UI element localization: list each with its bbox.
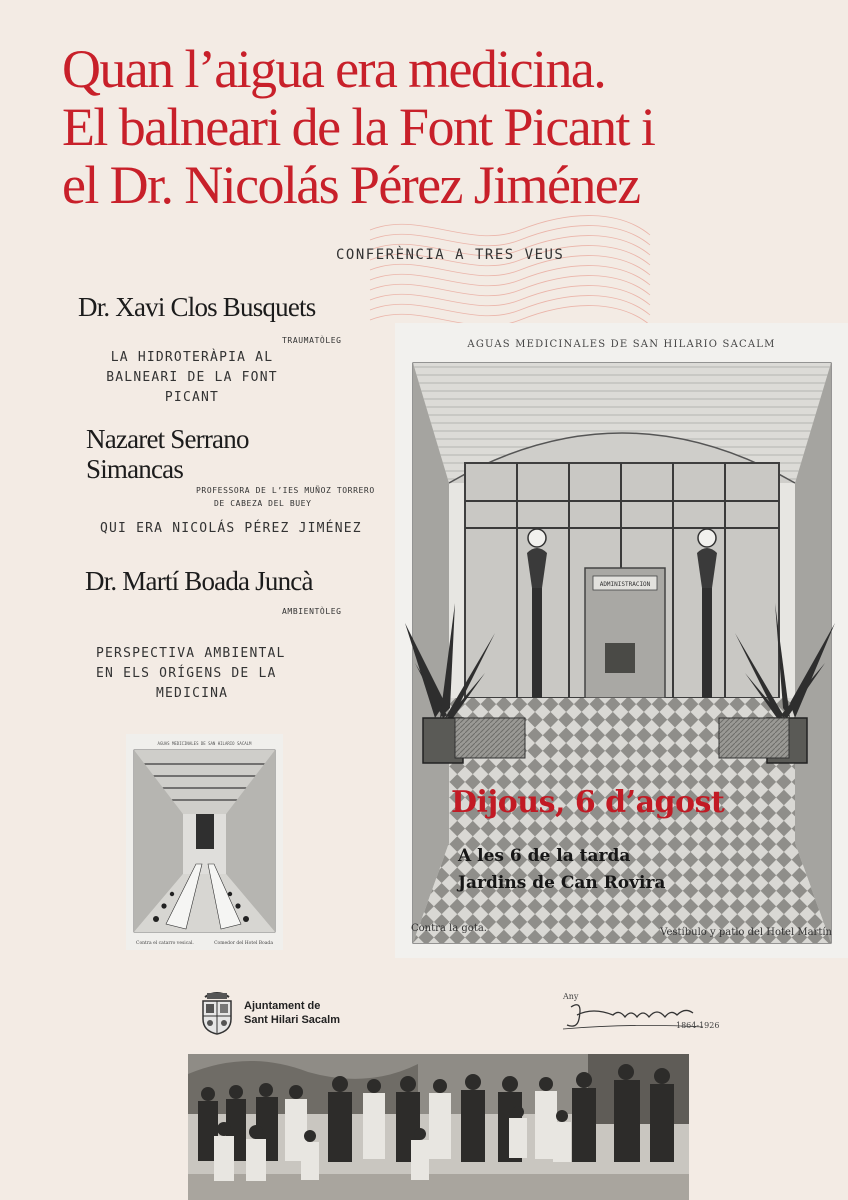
group-photograph [188,1054,689,1200]
speaker-2-role-line-1: PROFESSORA DE L’IES MUÑOZ TORRERO [196,486,375,495]
signature-prefix: Any [563,992,579,1001]
dining-room-header: AGUAS MEDICINALES DE SAN HILARIO SACALM [157,741,252,746]
town-crest-icon [197,989,237,1035]
speaker-1-topic [92,348,292,408]
page-title [62,40,822,214]
dining-room-engraving [126,734,283,950]
speaker-1-topic-line-2: BALNEARI DE LA FONT [106,370,278,385]
signature-years: 1864-1926 [676,1021,720,1030]
speaker-1-topic-line-1: LA HIDROTERÀPIA AL [110,350,274,365]
speaker-3-role: AMBIENTÒLEG [282,607,342,616]
ajuntament-logo-text [244,999,340,1027]
dining-room-caption-left: Contra el catarro vesical. [136,941,194,946]
speaker-1-topic-line-3: PICANT [164,390,220,405]
group-photo-illustration [188,1054,689,1200]
signature-logo [553,985,723,1040]
engraving-header: AGUAS MEDICINALES DE SAN HILARIO SACALM [467,339,776,350]
event-date: Dijous, 6 d’agost [451,785,725,820]
hotel-vestibule-engraving [395,323,848,958]
ajuntament-line-1: Ajuntament de [244,1000,321,1012]
speaker-1-name: Dr. Xavi Clos Busquets [78,292,316,322]
subtitle: CONFERÈNCIA A TRES VEUS [336,247,565,263]
speaker-1-role: TRAUMATÒLEG [282,336,342,345]
event-place: Jardins de Can Rovira [458,873,666,893]
title-line-1: Quan l’aigua era medicina. [62,39,606,99]
speaker-2-name-line-2: Simancas [86,454,184,484]
engraving-caption-left: Contra la gota. [411,923,487,934]
administracion-sign: ADMINISTRACION [599,581,651,588]
speaker-2-role-line-2: DE CABEZA DEL BUEY [214,499,312,508]
speaker-3-topic-line-3: MEDICINA [156,686,229,701]
title-line-3: el Dr. Nicolás Pérez Jiménez [62,155,640,215]
speaker-3-topic-line-2: EN ELS ORÍGENS DE LA [96,666,277,681]
speaker-2-name-line-1: Nazaret Serrano [86,424,249,454]
title-line-2: El balneari de la Font Picant i [62,97,655,157]
event-time: A les 6 de la tarda [458,846,631,866]
ajuntament-line-2: Sant Hilari Sacalm [244,1014,340,1026]
speaker-2-role [196,484,375,510]
dining-room-illustration [126,734,283,950]
dining-room-caption-right: Comedor del Hotel Boada [214,941,273,946]
speaker-3-name: Dr. Martí Boada Juncà [85,566,313,596]
engraving-caption-right: Vestíbulo y patio del Hotel Martín [660,927,832,938]
speaker-3-topic [96,644,316,704]
speaker-2-topic: QUI ERA NICOLÁS PÉREZ JIMÉNEZ [100,521,362,536]
speaker-3-topic-line-1: PERSPECTIVA AMBIENTAL [96,646,286,661]
speaker-2-name [86,424,249,484]
